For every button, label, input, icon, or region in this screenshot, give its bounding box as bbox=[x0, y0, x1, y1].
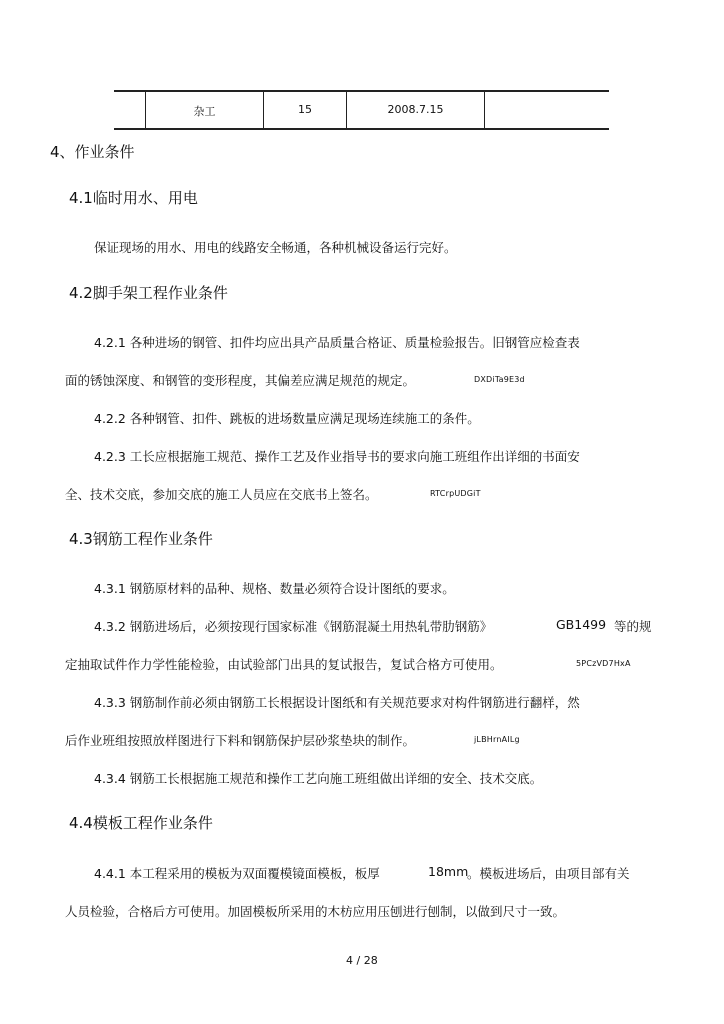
doc-code: 5PCzVD7HxA bbox=[576, 659, 631, 668]
subsection-title-4-2: 4.2脚手架工程作业条件 bbox=[69, 284, 228, 302]
paragraph-4-3-3-line2: 后作业班组按照放样图进行下料和钢筋保护层砂浆垫块的制作。 bbox=[65, 733, 416, 748]
section-title: 4、作业条件 bbox=[50, 143, 135, 161]
paragraph-4-2-3-line2: 全、技术交底，参加交底的施工人员应在交底书上签名。 bbox=[65, 487, 378, 502]
paragraph-4-2-1-line2: 面的锈蚀深度、和钢管的变形程度，其偏差应满足规范的规定。 bbox=[65, 373, 416, 388]
paragraph-4-1: 保证现场的用水、用电的线路安全畅通，各种机械设备运行完好。 bbox=[94, 240, 457, 255]
table-bottom-border bbox=[114, 128, 609, 130]
table-cell-date: 2008.7.15 bbox=[387, 103, 444, 116]
standard-code: GB1499 bbox=[556, 617, 607, 632]
paragraph-4-3-4: 4.3.4 钢筋工长根据施工规范和操作工艺向施工班组做出详细的安全、技术交底。 bbox=[94, 771, 543, 786]
table-cell-count: 15 bbox=[298, 103, 312, 116]
paragraph-4-3-2-line2: 定抽取试件作力学性能检验，由试验部门出具的复试报告，复试合格方可使用。 bbox=[65, 657, 503, 672]
doc-code: jLBHrnAILg bbox=[474, 735, 520, 744]
table-cell-name: 杂工 bbox=[193, 105, 216, 118]
paragraph-4-2-1-line1: 4.2.1 各种进场的钢管、扣件均应出具产品质量合格证、质量检验报告。旧钢管应检查表 bbox=[94, 335, 580, 350]
paragraph-4-2-2: 4.2.2 各种钢管、扣件、跳板的进场数量应满足现场连续施工的条件。 bbox=[94, 411, 480, 426]
paragraph-4-4-1-line2: 人员检验，合格后方可使用。加固模板所采用的木枋应用压刨进行刨制，以做到尺寸一致。 bbox=[65, 904, 566, 919]
paragraph-4-3-2-line1: 4.3.2 钢筋进场后，必须按现行国家标准《钢筋混凝土用热轧带肋钢筋》 bbox=[94, 619, 493, 634]
subsection-title-4-1: 4.1临时用水、用电 bbox=[69, 189, 198, 207]
table-col-divider bbox=[484, 91, 485, 129]
subsection-title-4-3: 4.3钢筋工程作业条件 bbox=[69, 530, 213, 548]
paragraph-4-3-3-line1: 4.3.3 钢筋制作前必须由钢筋工长根据设计图纸和有关规范要求对构件钢筋进行翻样，然 bbox=[94, 695, 580, 710]
thickness-value: 18mm bbox=[428, 864, 469, 879]
table-top-border bbox=[114, 90, 609, 92]
paragraph-4-3-2-line1-end: 等的规 bbox=[614, 619, 652, 634]
paragraph-4-4-1-line1: 4.4.1 本工程采用的模板为双面覆模镜面模板，板厚 bbox=[94, 866, 380, 881]
doc-code: DXDiTa9E3d bbox=[474, 375, 525, 384]
paragraph-4-4-1-line1-end: 。模板进场后，由项目部有关 bbox=[467, 866, 630, 881]
doc-code: RTCrpUDGiT bbox=[430, 489, 481, 498]
paragraph-4-3-1: 4.3.1 钢筋原材料的品种、规格、数量必须符合设计图纸的要求。 bbox=[94, 581, 455, 596]
paragraph-4-2-3-line1: 4.2.3 工长应根据施工规范、操作工艺及作业指导书的要求向施工班组作出详细的书面安 bbox=[94, 449, 580, 464]
page-number: 4 / 28 bbox=[346, 954, 378, 967]
subsection-title-4-4: 4.4模板工程作业条件 bbox=[69, 814, 213, 832]
